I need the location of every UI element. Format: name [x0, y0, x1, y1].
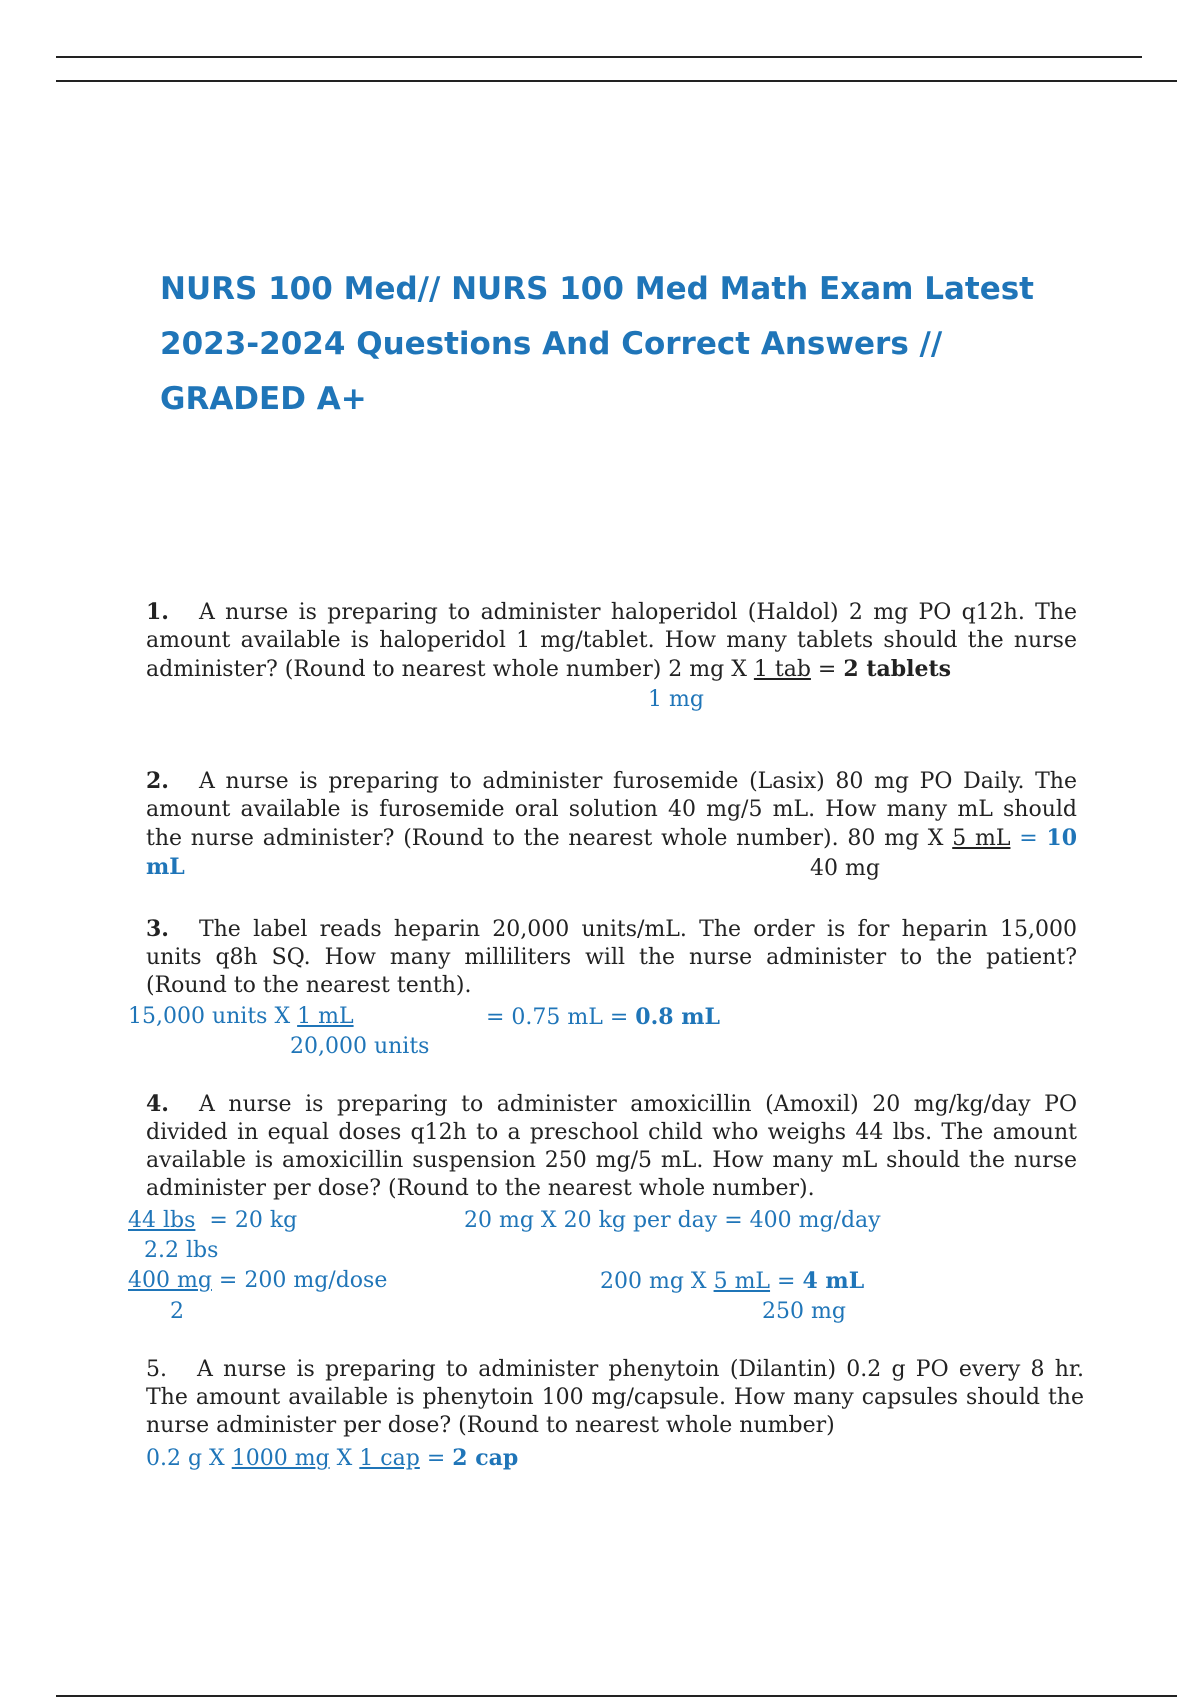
footer-rule: [56, 1695, 1177, 1697]
question-4-step4-lead: 200 mg X: [600, 1269, 714, 1294]
question-3-text: The label reads heparin 20,000 units/mL. The order is for heparin 15,000 units q8h SQ. How many milliliters will the nurse administer to the patient? (Round to the nearest tenth).: [146, 917, 1077, 998]
question-2-denominator: 40 mg: [810, 856, 880, 881]
question-4-step1-numerator: 44 lbs: [128, 1208, 196, 1233]
question-4-step4-equals: =: [770, 1269, 803, 1294]
question-5-number: 5.: [146, 1357, 167, 1382]
question-4-step4-answer: 4 mL: [802, 1268, 865, 1294]
question-4-step3: [128, 1267, 387, 1295]
question-1-number: 1.: [146, 599, 169, 625]
header-rule-top: [56, 56, 1142, 58]
document-title: NURS 100 Med// NURS 100 Med Math Exam Latest 2023-2024 Questions And Correct Answers // GRADED A+: [160, 271, 1034, 417]
question-4-number: 4.: [146, 1091, 169, 1117]
question-3: [146, 915, 1077, 1000]
question-5-lead: 0.2 g X: [146, 1446, 232, 1471]
question-2: [146, 767, 1077, 882]
question-2-text: A nurse is preparing to administer furosemide (Lasix) 80 mg PO Daily. The amount available is furosemide oral solution 40 mg/5 mL. How many mL should the nurse administer? (Round to the nearest whole number). 80 mg X: [146, 769, 1077, 851]
question-4-step3-denominator: 2: [170, 1299, 184, 1324]
question-3-calc: [128, 1003, 354, 1031]
question-1-denominator: 1 mg: [648, 687, 704, 712]
question-5-calc: [146, 1444, 518, 1473]
question-4-step1-result: = 20 kg: [209, 1208, 298, 1233]
question-4: [146, 1090, 1077, 1203]
question-4-step2: 20 mg X 20 kg per day = 400 mg/day: [464, 1208, 881, 1233]
question-5-factor2: 1 cap: [359, 1446, 420, 1471]
question-4-step3-result: = 200 mg/dose: [211, 1268, 388, 1293]
question-4-step1-denominator: 2.2 lbs: [144, 1238, 219, 1263]
question-5-times: X: [329, 1446, 360, 1471]
question-1: [146, 598, 1077, 684]
question-3-denominator: 20,000 units: [290, 1034, 430, 1059]
question-5-equals: =: [419, 1446, 453, 1471]
question-5-factor1: 1000 mg: [231, 1446, 330, 1471]
question-5-answer: 2 cap: [452, 1445, 519, 1471]
question-1-answer: 2 tablets: [843, 656, 952, 682]
question-3-result-text: = 0.75 mL =: [486, 1005, 636, 1030]
question-5: [146, 1356, 1084, 1440]
question-4-step4: [600, 1267, 864, 1296]
question-1-numerator: 1 tab: [753, 657, 811, 682]
question-4-step4-numerator: 5 mL: [713, 1269, 771, 1294]
question-2-numerator: 5 mL: [952, 826, 1011, 851]
question-4-step4-denominator: 250 mg: [762, 1299, 846, 1324]
question-1-equals: =: [817, 657, 844, 682]
question-3-numerator: 1 mL: [297, 1004, 354, 1029]
question-3-lead: 15,000 units X: [128, 1004, 298, 1029]
question-4-step1: [128, 1207, 297, 1235]
header-rule-bottom: [56, 80, 1177, 82]
question-2-equals: =: [1010, 826, 1047, 851]
question-3-number: 3.: [146, 916, 169, 942]
question-3-answer: 0.8 mL: [635, 1004, 720, 1030]
question-2-number: 2.: [146, 768, 169, 794]
question-2-answer: 10 mL: [146, 825, 1078, 880]
question-4-text: A nurse is preparing to administer amoxicillin (Amoxil) 20 mg/kg/day PO divided in equal doses q12h to a preschool child who weighs 44 lbs. The amount available is amoxicillin suspension 250 mg/5 mL. How many mL should the nurse administer per dose? (Round to the nearest whole number).: [146, 1092, 1077, 1201]
question-1-text: A nurse is preparing to administer haloperidol (Haldol) 2 mg PO q12h. The amount available is haloperidol 1 mg/tablet. How many tablets should the nurse administer? (Round to nearest whole number) 2 mg X: [146, 600, 1077, 682]
question-4-step3-numerator: 400 mg: [128, 1268, 212, 1293]
question-5-text: A nurse is preparing to administer phenytoin (Dilantin) 0.2 g PO every 8 hr. The amount available is phenytoin 100 mg/capsule. How many capsules should the nurse administer per dose? (Round to nearest whole number): [146, 1357, 1084, 1438]
question-3-result: [486, 1003, 720, 1032]
